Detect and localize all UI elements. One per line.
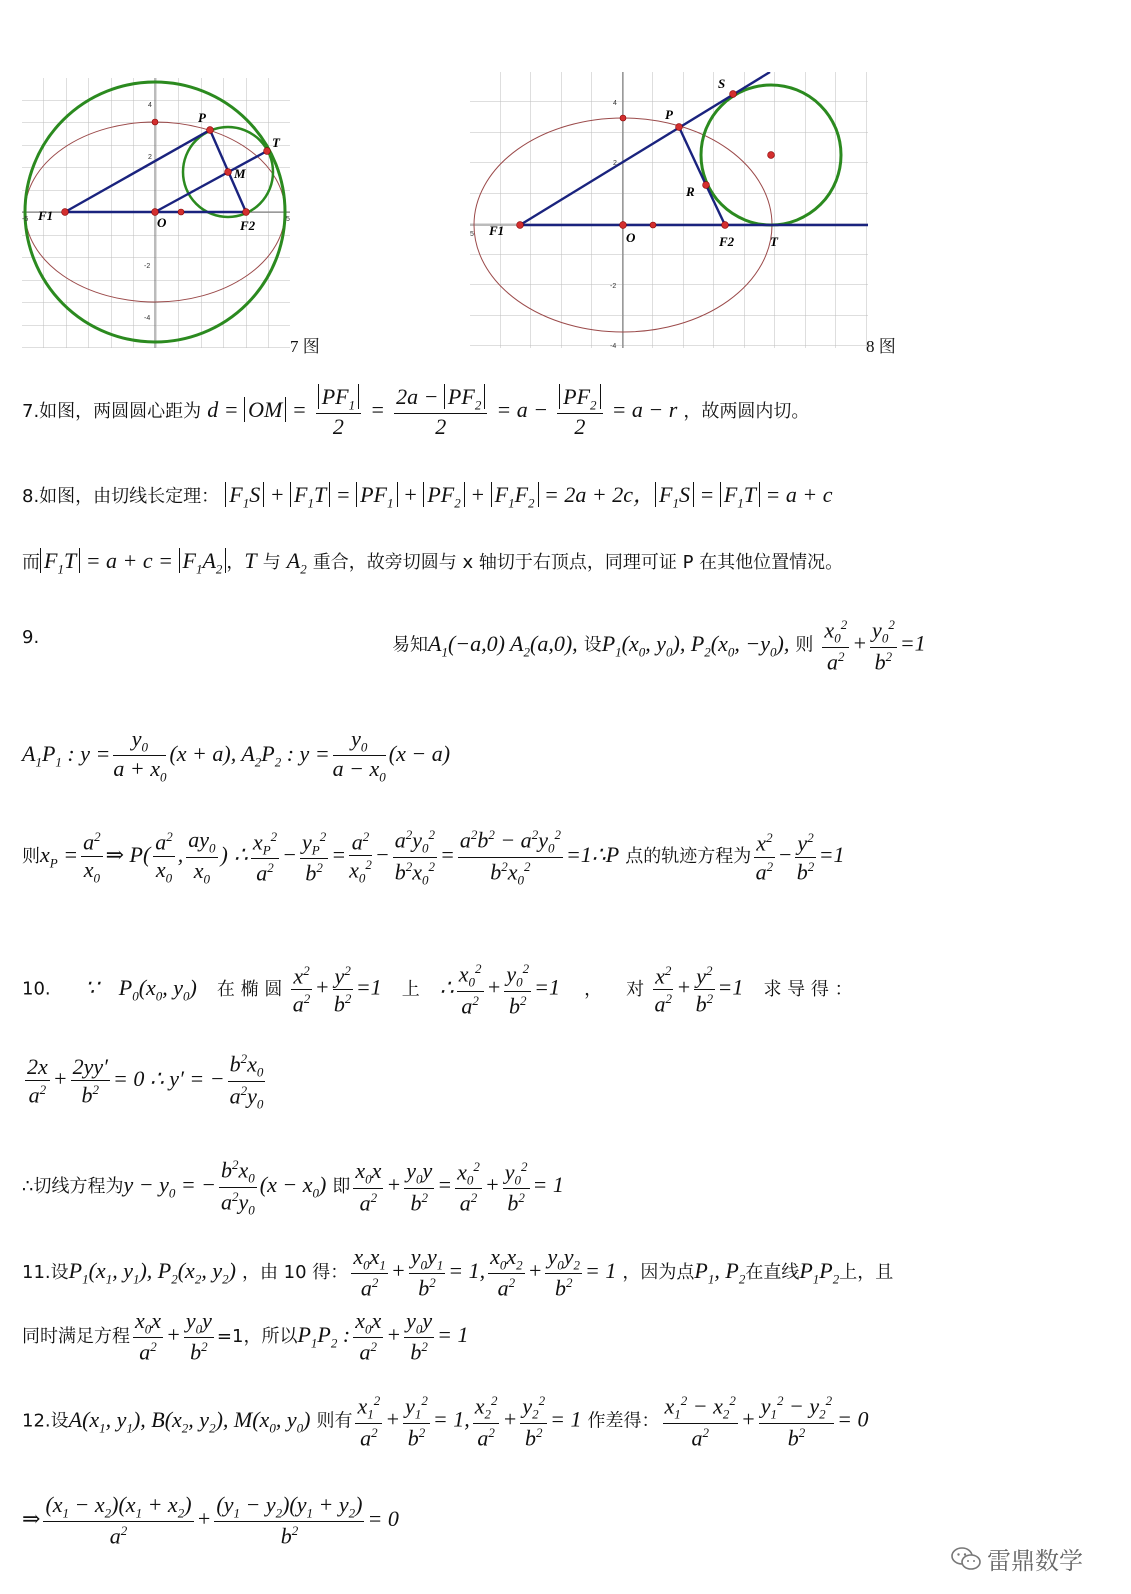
- watermark-text: 雷鼎数学: [987, 1547, 1083, 1575]
- watermark: [951, 1541, 1083, 1576]
- label-O: O: [626, 230, 636, 245]
- label-R: R: [686, 184, 695, 199]
- label-P: P: [665, 107, 673, 122]
- figure-8: [470, 72, 870, 350]
- tick-4: 4: [148, 102, 152, 109]
- solution-11-line2: 同时满足方程 $\frac{x_0x}{a^2}$ + $\frac{y_0y}{b^2}$ =1，所以$P_1P_2$ : $\frac{x_0x}{a^2}$ + $\frac{y_0y}{b^2}$ = 1: [22, 1308, 469, 1365]
- solution-10-line3: ∴切线方程为$y - y_0$ = − $\frac{b^2x_0}{a^2y_0}$ $(x - x_0)$ 即 $\frac{x_0x}{a^2}$ + $\frac{y_0y}{b^2}$ = $\frac{x_0^2}{a^2}$ + $\frac{y_0^2}{b^2}$ = 1: [22, 1157, 564, 1218]
- tick-2: 2: [148, 154, 152, 161]
- sym-OM: OM: [248, 397, 283, 423]
- frac-PF1-2: $\frac{PF_1}{2}$: [316, 386, 361, 438]
- label-T: T: [770, 234, 778, 249]
- tick-neg4: -4: [144, 315, 151, 322]
- label-F2: F2: [719, 234, 735, 249]
- label-F2: F2: [240, 218, 256, 233]
- label-O: O: [157, 215, 167, 230]
- solution-8-line2: 而 $F_1T = a + c = F_1A_2$ ，T 与 $A_2$ 重合，故旁切圆与 x 轴切于右顶点，同理可证 P 在其他位置情况。: [22, 548, 844, 577]
- tick-neg2: -2: [610, 283, 617, 290]
- tick-5: 5: [470, 231, 474, 238]
- tick-neg5: -5: [22, 216, 29, 223]
- label-F1: F1: [38, 208, 54, 223]
- solution-9-line2: $A_1P_1$ : y = $\frac{y_0}{a + x_0}$ (x + a), $A_2P_2$ : y = $\frac{y_0}{a - x_0}$ (x − a): [22, 726, 451, 785]
- frac-PF2-2: $\frac{PF_2}{2}$: [557, 386, 602, 438]
- label-S: S: [718, 76, 726, 91]
- tick-neg2: -2: [144, 263, 151, 270]
- solution-8-line1: 8.如图，由切线长定理： $F_1S + F_1T = PF_1 + PF_2 + F_1F_2 = 2a + 2c$， $F_1S = F_1T = a + c$: [22, 482, 833, 511]
- figure-8-caption: 8 图: [866, 337, 896, 356]
- figure-7: [22, 78, 292, 350]
- tick-4: 4: [613, 100, 617, 107]
- frac-2a-PF2: $\frac{2a - PF_2}{2}$: [394, 386, 487, 438]
- solution-11-line1: 11.设$P_1(x_1$, $y_1$), $P_2(x_2$, $y_2$) ，由 10 得： $\frac{x_0x_1}{a^2}$ + $\frac{y_0y_1}{b^2}$ = 1, $\frac{x_0x_2}{a^2}$ + $\frac{y_0y_2}{b^2}$ = 1 ，因为点$P_1$, $P_2$在直线$P_1P_2$上，且: [22, 1244, 894, 1301]
- figure-7-caption: 7 图: [290, 337, 320, 356]
- solution-7: 7.如图，两圆圆心距为 d = OM = $\frac{PF_1}{2}$ = $\frac{2a - PF_2}{2}$ = a − $\frac{PF_2}{2}$ = a − r ，故两圆内切。: [22, 384, 810, 440]
- solution-9-line3: 则$x_P$ = $\frac{a^2}{x_0}$ ⇒ P( $\frac{a^2}{x_0}$ , $\frac{ay_0}{x_0}$ ) ∴ $\frac{x_P^2}{a^2}$ − $\frac{y_P^2}{b^2}$ = $\frac{a^2}{x_0^2}$ − $\frac{a^2y_0^2}{b^2x_0^2}$ = $\frac{a^2b^2 - a^2y_0^2}{b^2x_0^2}$ =1∴P 点的轨迹方程为 $\frac{x^2}{a^2}$ − $\frac{y^2}{b^2}$ =1: [22, 827, 845, 888]
- sol8-prefix: 8.如图，由切线长定理：: [22, 486, 220, 507]
- label-T: T: [272, 135, 280, 150]
- solution-9-line1: 9. 易知$A_1(-a,0)$ $A_2(a,0)$, 设$P_1(x_0$, $y_0$), $P_2(x_0$, $-y_0$), 则 $\frac{x_0^2}{a^2}$ + $\frac{y_0^2}{b^2}$ =1: [22, 617, 926, 675]
- sol7-prefix: 7.如图，两圆圆心距为: [22, 401, 202, 423]
- solution-10-line2: $\frac{2x}{a^2}$ + $\frac{2yy'}{b^2}$ = 0 ∴ y′ = − $\frac{b^2x_0}{a^2y_0}$: [27, 1051, 264, 1112]
- tick-2: 2: [613, 160, 617, 167]
- solution-10-line1: 10. ∵ $P_0(x_0$, $y_0$) 在 椭 圆 $\frac{x^2}{a^2}$ + $\frac{y^2}{b^2}$ =1 上 ∴ $\frac{x_0^2}{a^2}$ + $\frac{y_0^2}{b^2}$ =1 ， 对 $\frac{x^2}{a^2}$ + $\frac{y^2}{b^2}$ =1 求 导 得 ：: [22, 961, 853, 1019]
- tick-5: 5: [286, 216, 290, 223]
- solution-12-line1: 12.设$A(x_1$, $y_1$), $B(x_2$, $y_2$), $M(x_0$, $y_0$) 则有 $\frac{x_1^2}{a^2}$ + $\frac{y_1^2}{b^2}$ = 1, $\frac{x_2^2}{a^2}$ + $\frac{y_2^2}{b^2}$ = 1 作差得： $\frac{x_1^2 - x_2^2}{a^2}$ + $\frac{y_1^2 - y_2^2}{b^2}$ = 0: [22, 1393, 869, 1451]
- sol7-suffix: ，故两圆内切。: [683, 401, 810, 423]
- label-M: M: [234, 166, 246, 181]
- solution-12-line2: ⇒ $\frac{(x_1 - x_2)(x_1 + x_2)}{a^2}$ + $\frac{(y_1 - y_2)(y_1 + y_2)}{b^2}$ = 0: [22, 1492, 399, 1549]
- sym-d: d: [207, 397, 219, 423]
- label-P: P: [198, 110, 206, 125]
- tick-neg4: -4: [610, 343, 617, 350]
- wechat-icon: [951, 1546, 981, 1572]
- label-F1: F1: [489, 223, 505, 238]
